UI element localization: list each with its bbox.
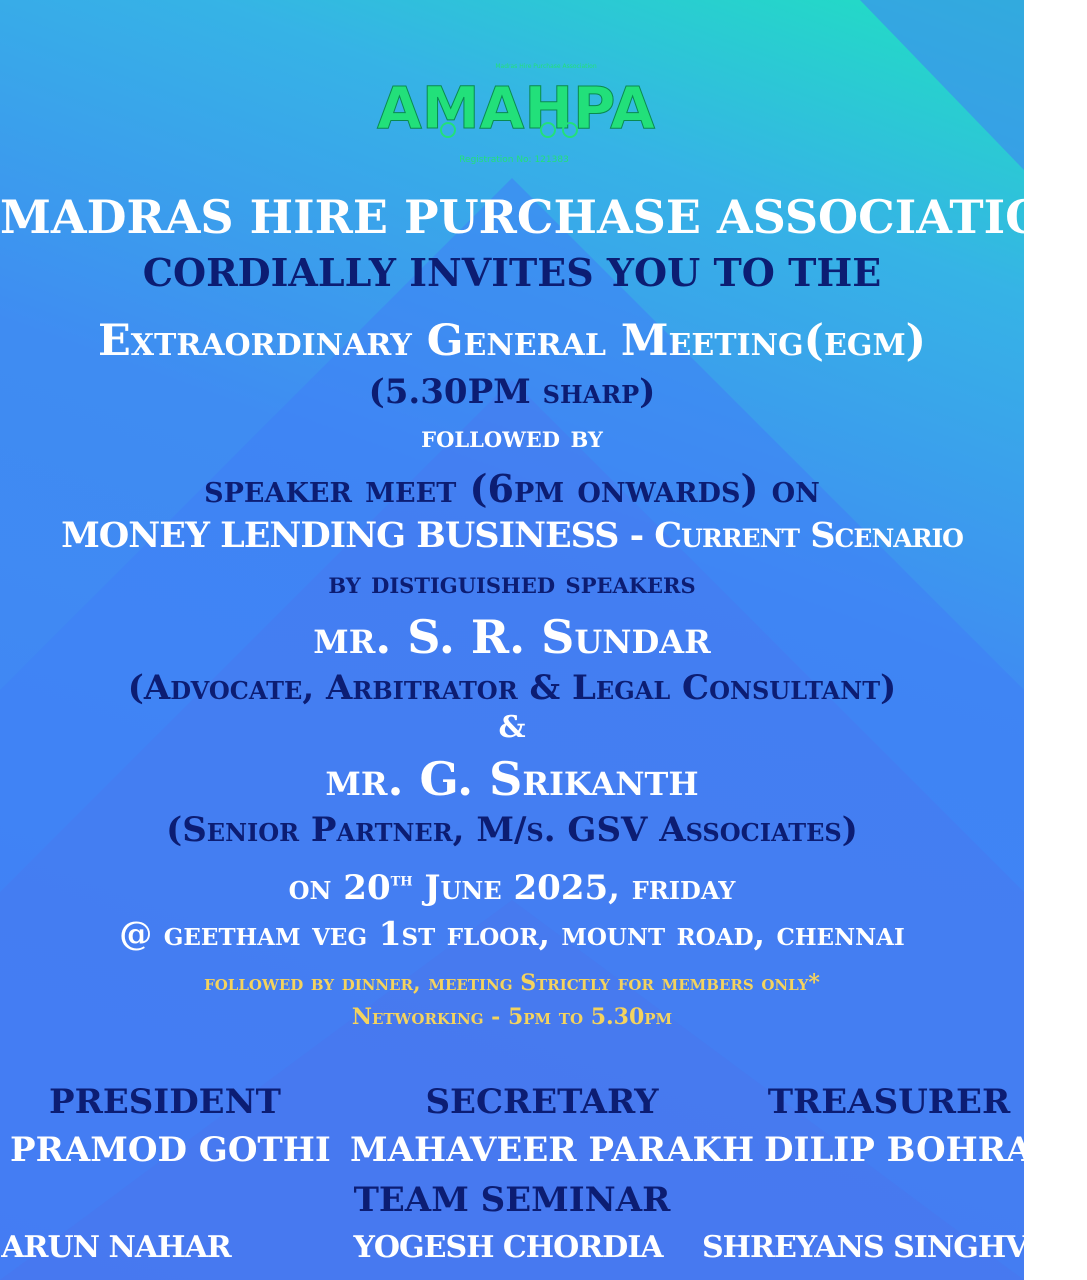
speaker1-name: mr. S. R. Sundar: [313, 610, 711, 664]
team-member: SHREYANS SINGHVI: [702, 1230, 1041, 1265]
by-speakers: by distiguished speakers: [328, 566, 696, 601]
date-prefix: on 20: [288, 868, 391, 908]
speaker2-name: mr. G. Srikanth: [325, 752, 699, 806]
president-name: PRAMOD GOTHI: [10, 1130, 331, 1170]
team-member: ARUN NAHAR: [1, 1230, 231, 1265]
speaker2-role: (Senior Partner, M/s. GSV Associates): [166, 810, 858, 850]
networking-note: Networking - 5pm to 5.30pm: [351, 1004, 673, 1030]
followed-by: followed by: [421, 420, 603, 455]
secretary-title: SECRETARY: [425, 1082, 659, 1122]
venue: @ geetham veg 1st floor, mount road, chennai: [119, 914, 905, 953]
date-suffix-sup: th: [390, 868, 413, 891]
logo-tagline: Madras Hire Purchase Association: [495, 63, 597, 70]
date-rest: June 2025, friday: [412, 868, 736, 908]
invite-line: CORDIALLY INVITES YOU TO THE: [142, 250, 882, 295]
speaker-meet: speaker meet (6pm onwards) on: [204, 466, 820, 511]
team-seminar-title: TEAM SEMINAR: [353, 1180, 671, 1220]
president-title: PRESIDENT: [49, 1082, 281, 1122]
team-member: YOGESH CHORDIA: [353, 1230, 663, 1265]
secretary-name: MAHAVEER PARAKH: [350, 1130, 755, 1170]
treasurer-name: DILIP BOHRA: [764, 1130, 1033, 1170]
ampersand: &: [498, 710, 526, 745]
meeting-time: (5.30PM sharp): [368, 372, 656, 412]
meeting-title: Extraordinary General Meeting(egm): [97, 316, 927, 366]
org-name: MADRAS HIRE PURCHASE ASSOCIATION: [0, 190, 1087, 244]
logo-wordmark: AMAHPA: [376, 74, 656, 142]
association-logo: [376, 40, 656, 170]
event-date: [0, 868, 1024, 908]
corner-band: [860, 0, 1024, 170]
speaker1-role: (Advocate, Arbitrator & Legal Consultant): [127, 668, 897, 708]
logo-graphic: [376, 40, 656, 170]
logo-registration: Registration No: 121383: [459, 155, 569, 165]
dinner-note: followed by dinner, meeting Strictly for members only*: [204, 970, 820, 996]
treasurer-title: TREASURER: [767, 1082, 1011, 1122]
topic: MONEY LENDING BUSINESS - Current Scenario: [61, 515, 963, 556]
